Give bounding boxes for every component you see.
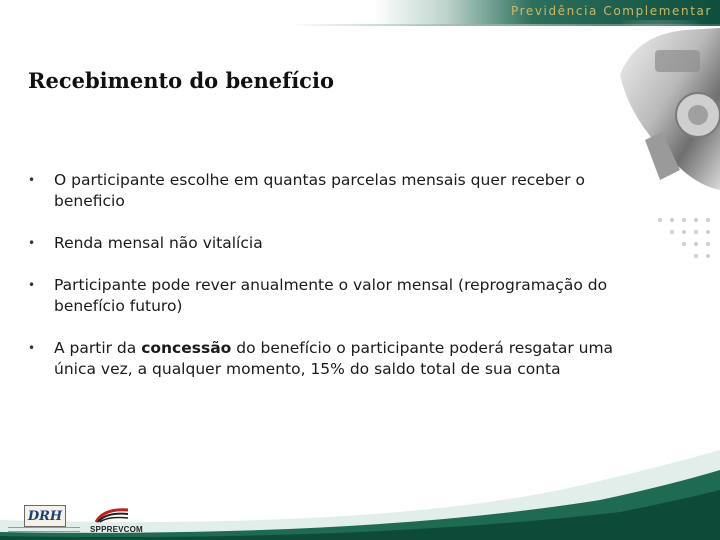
drh-logo [8, 505, 78, 535]
spprevcom-logo-text: SPPREVCOM [90, 525, 143, 534]
bullet-item [28, 338, 628, 380]
bullet-text: Renda mensal não vitalícia [54, 234, 263, 252]
bullet-dot-icon: • [28, 236, 36, 250]
bullet-dot-icon: • [28, 173, 36, 187]
drh-logo-rule [8, 527, 80, 532]
header-label: Previdência Complementar [510, 4, 712, 18]
slide-title: Recebimento do benefício [28, 68, 334, 93]
spprevcom-logo [90, 506, 143, 536]
bullet-text: Participante pode rever anualmente o valor mensal (reprogramação do benefício futuro) [54, 276, 608, 315]
bullet-list [28, 170, 628, 401]
bullet-item [28, 170, 628, 212]
bullet-text [54, 339, 613, 378]
bullet-text-bold: concessão [141, 339, 232, 357]
bullet-item [28, 233, 628, 254]
bullet-dot-icon: • [28, 341, 36, 355]
bullet-text: O participante escolhe em quantas parcelas mensais quer receber o beneficio [54, 171, 585, 210]
bullet-dot-icon: • [28, 278, 36, 292]
spprevcom-flag-icon [94, 506, 130, 524]
bullet-text-after: do benefício o participante poderá resgatar uma única vez, a qualquer momento, 15% do saldo total de sua conta [54, 339, 614, 378]
drh-logo-mark: DRH [24, 505, 66, 527]
bullet-item [28, 275, 628, 317]
bullet-text-before: A partir da [54, 339, 142, 357]
